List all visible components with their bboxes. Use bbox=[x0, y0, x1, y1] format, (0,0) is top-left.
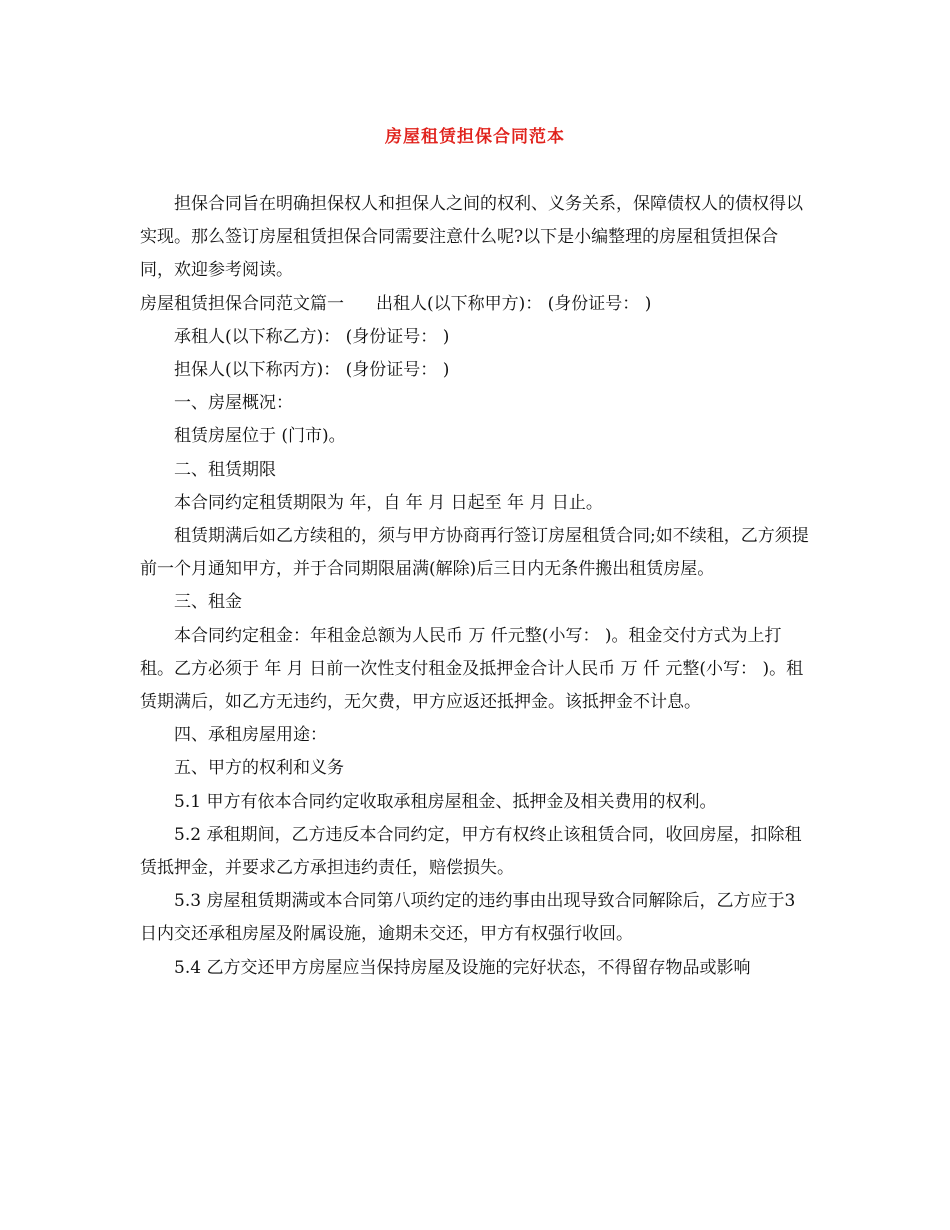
rent-paragraph: 本合同约定租金：年租金总额为人民币 万 仟元整(小写： )。租金交付方式为上打租。乙方必须于 年 月 日前一次性支付租金及抵押金合计人民币 万 仟 元整(小写： )。租赁期满后，如乙方无违约，无欠费，甲方应返还抵押金。该抵押金不计息。 bbox=[140, 625, 804, 713]
intro-paragraph: 担保合同旨在明确担保权人和担保人之间的权利、义务关系，保障债权人的债权得以实现。那么签订房屋租赁担保合同需要注意什么呢?以下是小编整理的房屋租赁担保合同，欢迎参考阅读。 bbox=[140, 194, 803, 281]
heading-usage: 四、承租房屋用途： bbox=[174, 725, 327, 746]
lease-term-paragraph: 本合同约定租赁期限为 年，自 年 月 日起至 年 月 日止。 bbox=[174, 492, 603, 513]
heading-lease-term: 二、租赁期限 bbox=[174, 459, 276, 480]
heading-rent: 三、租金 bbox=[174, 592, 242, 613]
section-heading: 房屋租赁担保合同范文篇一 bbox=[140, 293, 344, 314]
renewal-paragraph: 租赁期满后如乙方续租的，须与甲方协商再行签订房屋租赁合同;如不续租，乙方须提前一个月通知甲方，并于合同期限届满(解除)后三日内无条件搬出租赁房屋。 bbox=[140, 526, 809, 580]
property-location-paragraph: 租赁房屋位于 (门市)。 bbox=[174, 426, 346, 447]
clause-5-4: 5.4 乙方交还甲方房屋应当保持房屋及设施的完好状态，不得留存物品或影响 bbox=[174, 957, 751, 978]
document-title: 房屋租赁担保合同范本 bbox=[385, 127, 565, 147]
section-heading-row bbox=[140, 288, 812, 321]
heading-party-a-rights: 五、甲方的权利和义务 bbox=[174, 758, 344, 779]
heading-property-overview: 一、房屋概况： bbox=[174, 393, 293, 414]
party-a-line: 出租人(以下称甲方)： (身份证号： ) bbox=[376, 293, 652, 314]
clause-5-3: 5.3 房屋租赁期满或本合同第八项约定的违约事由出现导致合同解除后，乙方应于3日内交还承租房屋及附属设施，逾期未交还，甲方有权强行收回。 bbox=[140, 891, 796, 945]
clause-5-2: 5.2 承租期间，乙方违反本合同约定，甲方有权终止该租赁合同，收回房屋，扣除租赁抵押金，并要求乙方承担违约责任，赔偿损失。 bbox=[140, 824, 802, 879]
party-b-line: 承租人(以下称乙方)： (身份证号： ) bbox=[174, 326, 450, 347]
spacer bbox=[344, 288, 376, 321]
document-body bbox=[140, 188, 812, 985]
clause-5-1: 5.1 甲方有依本合同约定收取承租房屋租金、抵押金及相关费用的权利。 bbox=[174, 791, 717, 812]
party-c-line: 担保人(以下称丙方)： (身份证号： ) bbox=[174, 360, 450, 381]
